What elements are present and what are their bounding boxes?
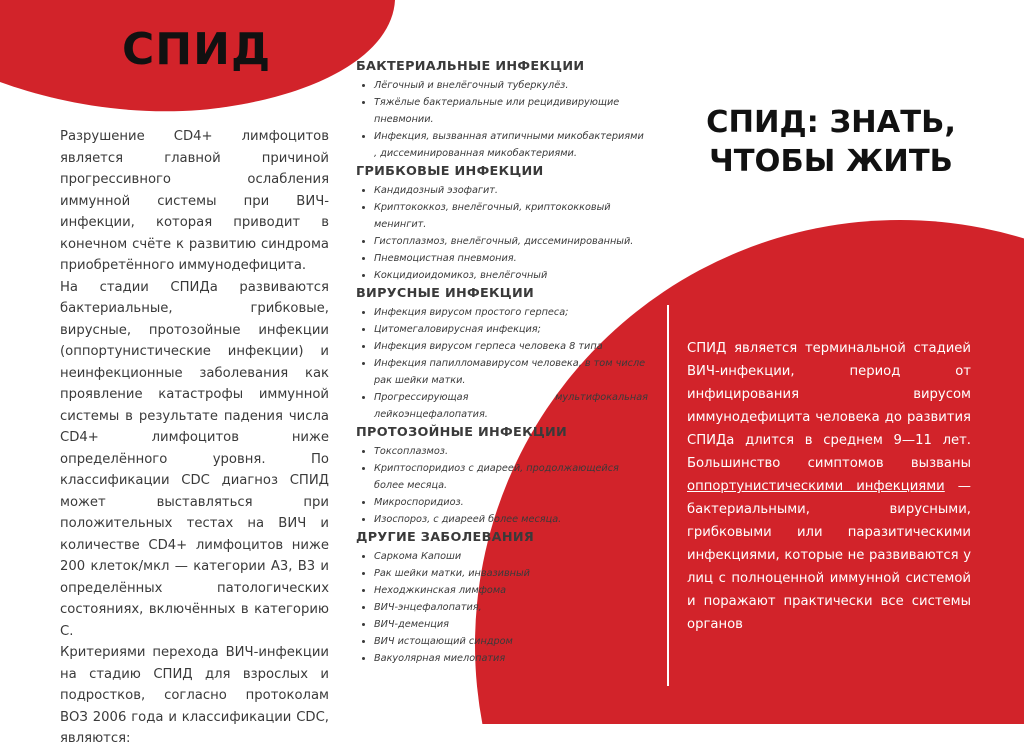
bacterial-list [356, 77, 648, 162]
list-item: • Прогрессирующая мультифокальная лейкоэнцефалопатия. [374, 389, 648, 423]
list-item: • Кокцидиоидомикоз, внелёгочный [374, 267, 648, 284]
other-diseases-list [356, 548, 648, 667]
list-item: • Вакуолярная миелопатия [374, 650, 648, 667]
left-paragraph-2: На стадии СПИДа развиваются бактериальные, грибковые, вирусные, протозойные инфекции (оппортунистические инфекции) и неинфекционные заболевания как проявление катастрофы иммунной системы в результате падения числа CD4+ лимфоцитов ниже определённого уровня. По классификации CDC диагноз СПИД может выставляться при положительных тестах на ВИЧ и количестве CD4+ лимфоцитов ниже 200 клеток/мкл — категории A3, B3 и определённых патологических состояниях, включённых в категорию C. [60, 279, 329, 639]
section-heading-viral: ВИРУСНЫЕ ИНФЕКЦИИ [356, 286, 534, 301]
list-item: • Гистоплазмоз, внелёгочный, диссеминированный. [374, 233, 648, 250]
left-text-column [60, 126, 329, 750]
viral-list [356, 304, 648, 423]
right-text-part-2: — бактериальными, вирусными, грибковыми или паразитическими инфекциями, которые не развиваются у лиц с полноценной иммунной системой и поражают практически все системы органов [687, 479, 971, 632]
right-text-column [687, 337, 971, 636]
list-item: • Криптоспоридиоз с диареей, продолжающейся более месяца. [374, 460, 648, 494]
list-item: • Пневмоцистная пневмония. [374, 250, 648, 267]
list-item: • Кандидозный эзофагит. [374, 182, 648, 199]
list-item: • Изоспороз, с диареей более месяца. [374, 511, 648, 528]
list-item: • Неходжкинская лимфома [374, 582, 648, 599]
opportunistic-infections-link[interactable]: оппортунистическими инфекциями [687, 479, 945, 494]
list-item: • Токсоплазмоз. [374, 443, 648, 460]
list-item: • Рак шейки матки, инвазивный [374, 565, 648, 582]
section-heading-fungal: ГРИБКОВЫЕ ИНФЕКЦИИ [356, 164, 544, 179]
left-paragraph-3: Критериями перехода ВИЧ-инфекции на стадию СПИД для взрослых и подростков, согласно протоколам ВОЗ 2006 года и классификации CDC, являются: [60, 645, 329, 746]
protozoal-list [356, 443, 648, 528]
section-heading-bacterial: БАКТЕРИАЛЬНЫЕ ИНФЕКЦИИ [356, 59, 585, 74]
left-title: СПИД [122, 24, 272, 75]
list-item: • Криптококкоз, внелёгочный, криптококковый менингит. [374, 199, 648, 233]
list-item: • Инфекция папилломавирусом человека, в том числе рак шейки матки. [374, 355, 648, 389]
list-item: • Микроспоридиоз. [374, 494, 648, 511]
list-item: • Инфекция, вызванная атипичными микобактериями , диссеминированная микобактериями. [374, 128, 648, 162]
list-item: • ВИЧ-энцефалопатия, [374, 599, 648, 616]
list-item: • ВИЧ истощающий синдром [374, 633, 648, 650]
fungal-list [356, 182, 648, 284]
section-heading-other: ДРУГИЕ ЗАБОЛЕВАНИЯ [356, 530, 535, 545]
right-title: СПИД: ЗНАТЬ, ЧТОБЫ ЖИТЬ [706, 105, 956, 179]
list-item: • Саркома Капоши [374, 548, 648, 565]
section-heading-protozoal: ПРОТОЗОЙНЫЕ ИНФЕКЦИИ [356, 425, 568, 440]
left-paragraph-1: Разрушение CD4+ лимфоцитов является главной причиной прогрессивного ослабления иммунной системы при ВИЧ-инфекции, которая приводит в конечном счёте к развитию синдрома приобретённого иммунодефицита. [60, 129, 329, 273]
infections-column [356, 58, 648, 668]
list-item: • ВИЧ-деменция [374, 616, 648, 633]
list-item: • Цитомегаловирусная инфекция; [374, 321, 648, 338]
list-item: • Лёгочный и внелёгочный туберкулёз. [374, 77, 648, 94]
list-item: • Инфекция вирусом простого герпеса; [374, 304, 648, 321]
right-paragraph [687, 337, 971, 636]
list-item: • Инфекция вирусом герпеса человека 8 типа [374, 338, 648, 355]
list-item: • Тяжёлые бактериальные или рецидивирующие пневмонии. [374, 94, 648, 128]
right-text-part-1: СПИД является терминальной стадией ВИЧ-инфекции, период от инфицирования вирусом иммунодефицита человека до развития СПИДа длится в среднем 9—11 лет. Большинство симптомов вызваны [687, 341, 971, 471]
